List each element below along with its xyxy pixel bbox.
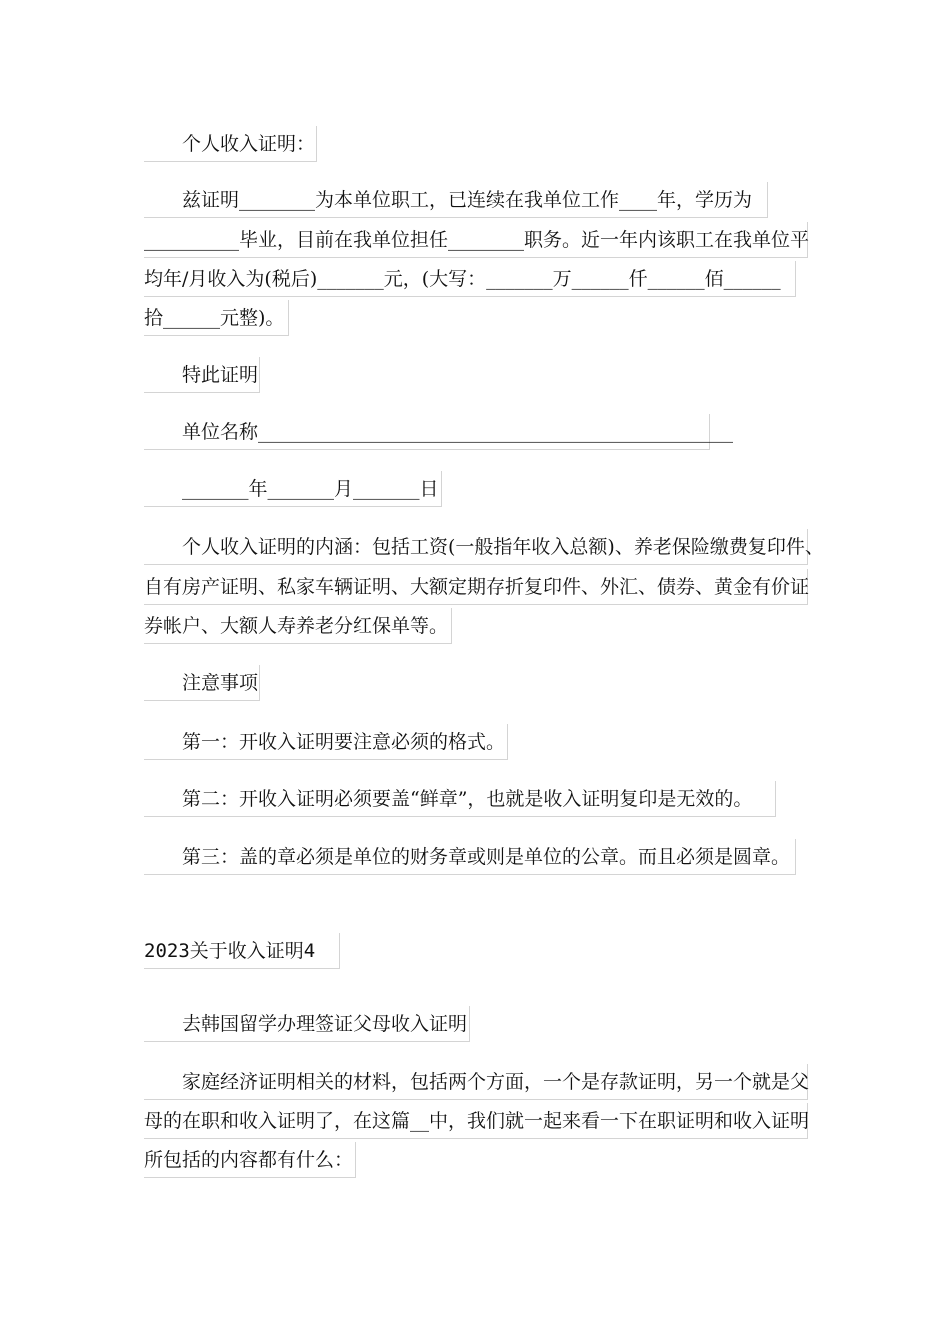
paragraph-line: 券帐户、大额人寿养老分红保单等。 bbox=[144, 608, 452, 644]
subtitle: 去韩国留学办理签证父母收入证明 bbox=[144, 1006, 470, 1042]
paragraph-line: 自有房产证明、私家车辆证明、大额定期存折复印件、外汇、债券、黄金有价证 bbox=[144, 569, 808, 605]
paragraph-line: 拾______元整)。 bbox=[144, 300, 289, 336]
paragraph-line: __________毕业，目前在我单位担任________职务。近一年内该职工在我单位平 bbox=[144, 222, 808, 258]
date-line: _______年_______月_______日 bbox=[144, 471, 442, 507]
note-item: 第一：开收入证明要注意必须的格式。 bbox=[144, 724, 508, 760]
paragraph-line: 兹证明________为本单位职工，已连续在我单位工作____年，学历为 bbox=[144, 182, 768, 218]
note-item: 第三：盖的章必须是单位的财务章或则是单位的公章。而且必须是圆章。 bbox=[144, 839, 796, 875]
unit-name-line: 单位名称__________________________________________________ bbox=[144, 414, 710, 450]
paragraph-line: 均年/月收入为(税后)_______元，(大写：_______万______仟______佰______ bbox=[144, 261, 796, 297]
paragraph-line: 所包括的内容都有什么： bbox=[144, 1142, 356, 1178]
section-heading: 2023关于收入证明4 bbox=[144, 933, 340, 969]
paragraph-line: 个人收入证明的内涵：包括工资(一般指年收入总额)、养老保险缴费复印件、 bbox=[144, 529, 808, 565]
paragraph-line: 家庭经济证明相关的材料，包括两个方面，一个是存款证明，另一个就是父 bbox=[144, 1064, 808, 1100]
section-title: 个人收入证明： bbox=[144, 126, 317, 162]
paragraph-line: 母的在职和收入证明了，在这篇__中，我们就一起来看一下在职证明和收入证明 bbox=[144, 1103, 808, 1139]
note-item: 第二：开收入证明必须要盖“鲜章”，也就是收入证明复印是无效的。 bbox=[144, 781, 776, 817]
notes-title: 注意事项 bbox=[144, 665, 260, 701]
special-statement: 特此证明 bbox=[144, 357, 260, 393]
